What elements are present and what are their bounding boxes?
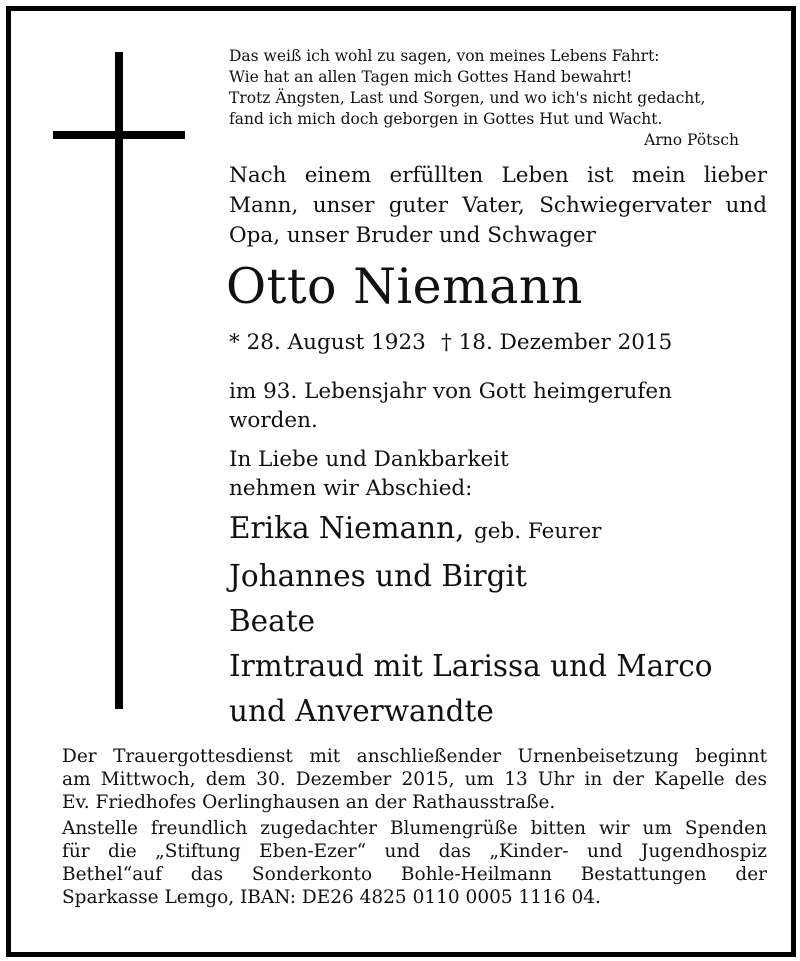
poem-line: fand ich mich doch geborgen in Gottes Hut und Wacht. xyxy=(229,110,663,128)
cross-vertical-bar xyxy=(115,52,123,709)
farewell-line: nehmen wir Abschied: xyxy=(229,476,473,501)
mourner-maiden-name: geb. Feurer xyxy=(473,519,602,544)
intro-text xyxy=(229,161,767,251)
poem-line: Wie hat an allen Tagen mich Gottes Hand bewahrt! xyxy=(229,68,633,86)
birth-date: * 28. August 1923 xyxy=(229,330,426,355)
intro-line: Mann, unser guter Vater, Schwiegervater und xyxy=(229,193,767,218)
mourner-entry xyxy=(229,506,769,554)
donation-line: Sparkasse Lemgo, IBAN: DE26 4825 0110 0005 1116 04. xyxy=(62,887,601,908)
called-home-text xyxy=(229,377,689,435)
mourner-name: Erika Niemann, xyxy=(229,511,465,545)
mourner-entry: und Anverwandte xyxy=(229,694,494,728)
farewell-line: In Liebe und Dankbarkeit xyxy=(229,447,509,472)
called-home-line: im 93. Lebensjahr von Gott heimgerufen xyxy=(229,379,672,404)
poem-author: Arno Pötsch xyxy=(644,131,739,149)
mourners-list xyxy=(229,506,769,734)
service-line: am Mittwoch, dem 30. Dezember 2015, um 13 Uhr in der Kapelle des xyxy=(62,769,767,790)
mourner-entry: Beate xyxy=(229,604,316,638)
poem-line: Trotz Ängsten, Last und Sorgen, und wo ich's nicht gedacht, xyxy=(229,89,706,107)
intro-line: Opa, unser Bruder und Schwager xyxy=(229,223,596,248)
service-line: Ev. Friedhofes Oerlinghausen an der Rathausstraße. xyxy=(62,792,556,813)
poem xyxy=(229,46,739,151)
donation-line: Bethel“auf das Sonderkonto Bohle-Heilmann Bestattungen der xyxy=(62,864,767,885)
mourner-entry: Irmtraud mit Larissa und Marco xyxy=(229,649,713,683)
donation-line: Anstelle freundlich zugedachter Blumengrüße bitten wir um Spenden xyxy=(62,818,767,839)
poem-line: Das weiß ich wohl zu sagen, von meines Lebens Fahrt: xyxy=(229,47,660,65)
farewell-text xyxy=(229,445,689,503)
mourner-entry: Johannes und Birgit xyxy=(229,559,527,593)
called-home-line: worden. xyxy=(229,408,318,433)
service-line: Der Trauergottesdienst mit anschließender Urnenbeisetzung beginnt xyxy=(62,746,767,767)
donation-line: für die „Stiftung Eben-Ezer“ und das „Kinder- und Jugendhospiz xyxy=(62,841,767,862)
service-info xyxy=(62,745,767,814)
deceased-name: Otto Niemann xyxy=(226,258,583,315)
cross-horizontal-bar xyxy=(53,131,185,139)
death-date: † 18. Dezember 2015 xyxy=(441,330,673,355)
intro-line: Nach einem erfüllten Leben ist mein lieber xyxy=(229,163,767,188)
donation-info xyxy=(62,817,767,909)
